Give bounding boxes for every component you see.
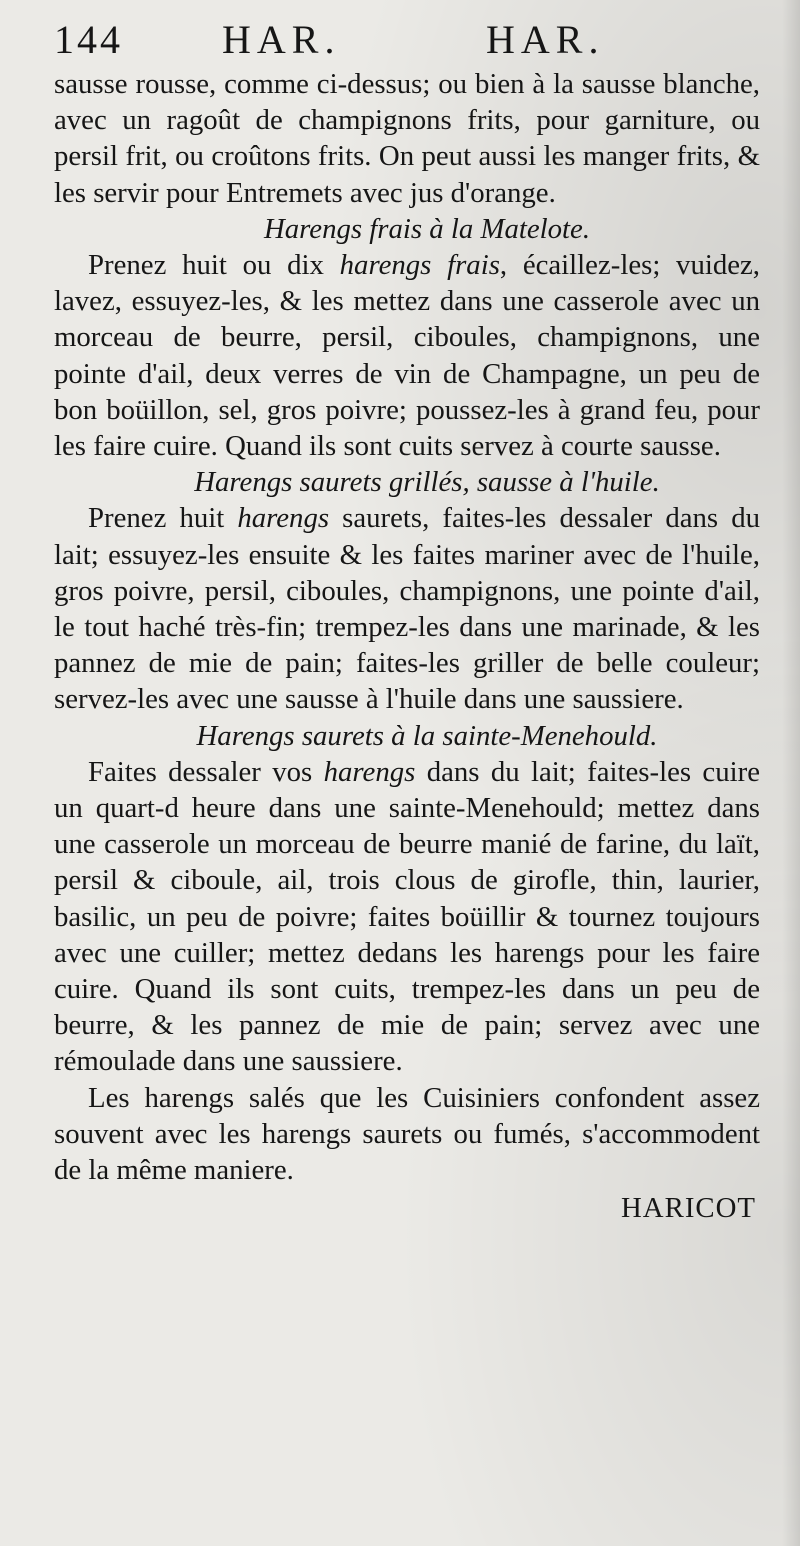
page-edge-shadow — [782, 0, 800, 1546]
recipe-title-matelote: Harengs frais à la Matelote. — [263, 212, 591, 245]
running-head-left: HAR. — [222, 17, 341, 62]
running-head-right: HAR. — [486, 17, 605, 62]
recipe-title-sainte-menehould: Harengs saurets à la sainte-Menehould. — [196, 719, 658, 752]
paragraph-text: Prenez huit ou dix — [88, 249, 340, 282]
page-number: 144 — [54, 17, 123, 62]
paragraph-matelote — [54, 247, 760, 464]
paragraph-text: dans du lait; faites-les cuire un quart-d heure dans une sainte-Menehould; mettez dans une casserole un morceau de beurre manié de farine, du laït, persil & ciboule, ail, trois clous de girofle, thin, laurier, basilic, un peu de poivre; faites boüillir & tournez toujours avec une cuiller; mettez dedans les harengs pour les faire cuire. Quand ils sont cuits, trempez-les dans un peu de beurre, & les pannez de mie de pain; servez avec une rémoulade dans une saussiere. — [54, 755, 760, 1078]
paragraph-sainte-menehould — [54, 754, 760, 1080]
italic-term: harengs frais — [339, 249, 500, 282]
running-head — [54, 14, 760, 66]
paragraph-text: saurets, faites-les dessaler dans du lait; essuyez-les ensuite & les faites mariner avec de l'huile, gros poivre, persil, ciboules, champignons, une pointe d'ail, le tout haché très-fin; trempez-les dans une marinade, & les pannez de mie de pain; faites-les griller de belle couleur; servez-les avec une sausse à l'huile dans une saussiere. — [54, 502, 760, 716]
body-text — [54, 66, 760, 1188]
catchword: HARICOT — [621, 1192, 756, 1225]
paragraph-continued: sausse rousse, comme ci-dessus; ou bien à la sausse blanche, avec un ragoût de champignons frits, pour garniture, ou persil frit, ou croûtons frits. On peut aussi les manger frits, & les servir pour Entremets avec jus d'orange. — [54, 68, 760, 209]
paragraph-harengs-sales: Les harengs salés que les Cuisiniers confondent assez souvent avec les harengs saurets ou fumés, s'accommodent de la même maniere. — [54, 1081, 760, 1187]
paragraph-text: , écaillez-les; vuidez, lavez, essuyez-les, & les mettez dans une casserole avec un morceau de beurre, persil, ciboules, champignons, une pointe d'ail, deux verres de vin de Champagne, un peu de bon boüillon, sel, gros poivre; poussez-les à grand feu, pour les faire cuire. Quand ils sont cuits servez à courte sausse. — [54, 249, 760, 463]
italic-term: harengs — [323, 755, 416, 788]
paragraph-text: Faites dessaler vos — [88, 755, 324, 788]
italic-term: harengs — [237, 502, 330, 535]
paragraph-saurets-grilles — [54, 500, 760, 717]
recipe-title-saurets-grilles: Harengs saurets grillés, sausse à l'huile. — [194, 466, 660, 499]
paragraph-text: Prenez huit — [88, 502, 238, 535]
